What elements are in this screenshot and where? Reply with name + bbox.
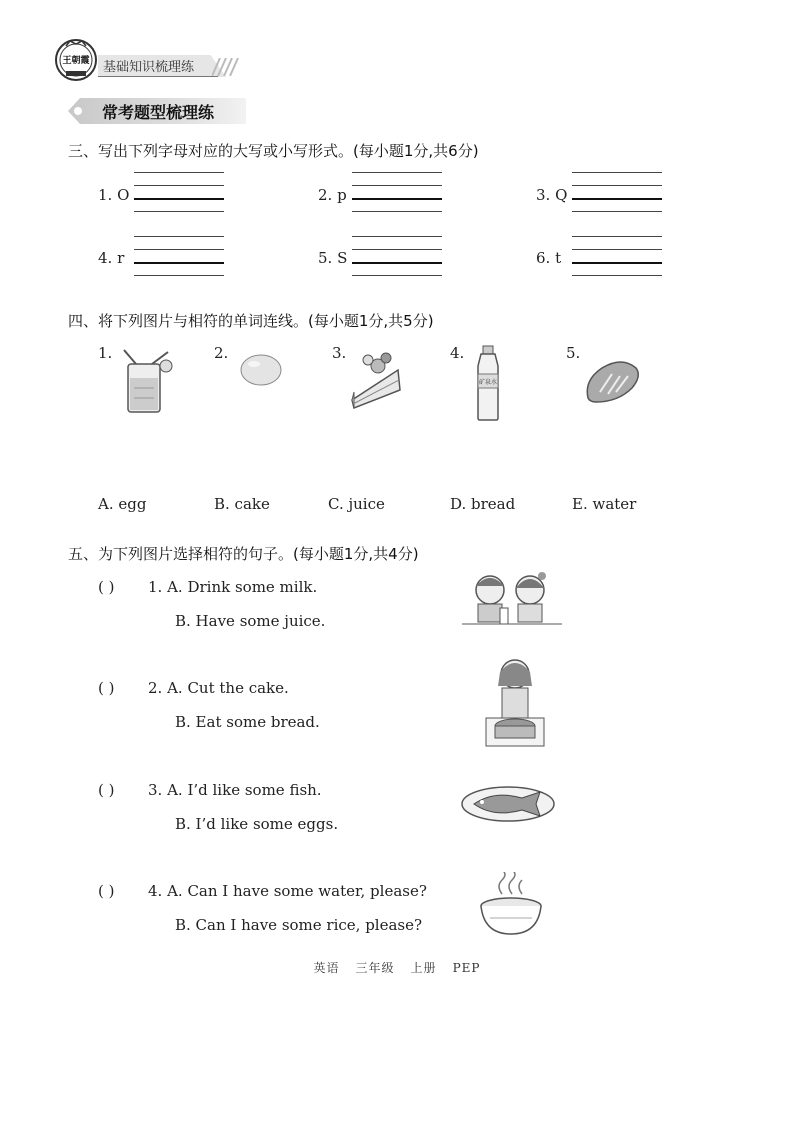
writing-lines[interactable] <box>572 172 662 212</box>
q3-item-label: 3. Q <box>536 186 568 204</box>
footer-grade: 三年级 <box>355 961 395 975</box>
q3-item-label: 1. O <box>98 186 130 204</box>
option-a: 4. A. Can I have some water, please? <box>148 882 427 900</box>
writing-lines[interactable] <box>134 172 224 212</box>
picture-number: 1. <box>98 344 113 362</box>
section-tag-dot <box>74 107 82 115</box>
q3-item-label: 6. t <box>536 249 562 267</box>
q3-item-label: 4. r <box>98 249 125 267</box>
q3-item-label: 5. S <box>318 249 348 267</box>
egg-icon <box>238 352 284 388</box>
option-a: 1. A. Drink some milk. <box>148 578 318 596</box>
footer-edition: PEP <box>452 961 481 975</box>
page-footer <box>0 959 794 976</box>
rice-bowl-icon <box>476 872 546 942</box>
word-option[interactable]: B. cake <box>214 495 270 513</box>
juice-glass-icon <box>116 348 176 416</box>
option-a: 3. A. I’d like some fish. <box>148 781 322 799</box>
bottle-label: 矿泉水 <box>478 379 498 386</box>
publisher-logo-text: 王朝霞 <box>62 56 90 66</box>
section-title: 常考题型梳理练 <box>102 103 215 122</box>
picture-number: 3. <box>332 344 347 362</box>
cake-slice-icon <box>348 348 404 410</box>
writing-lines[interactable] <box>572 236 662 276</box>
answer-bracket[interactable]: ( ) <box>98 578 115 596</box>
q3-heading: 三、写出下列字母对应的大写或小写形式。(每小题1分,共6分) <box>68 142 479 160</box>
q5-heading: 五、为下列图片选择相符的句子。(每小题1分,共4分) <box>68 545 419 563</box>
q3-item-label: 2. p <box>318 186 347 204</box>
answer-bracket[interactable]: ( ) <box>98 679 115 697</box>
bread-icon <box>582 358 642 406</box>
footer-subject: 英语 <box>313 961 340 975</box>
q4-heading: 四、将下列图片与相符的单词连线。(每小题1分,共5分) <box>68 312 434 330</box>
word-option[interactable]: A. egg <box>98 495 147 513</box>
picture-number: 4. <box>450 344 465 362</box>
writing-lines[interactable] <box>134 236 224 276</box>
writing-lines[interactable] <box>352 172 442 212</box>
option-b: B. I’d like some eggs. <box>175 815 339 833</box>
water-bottle-icon <box>468 344 508 422</box>
children-drinking-icon <box>462 570 562 630</box>
option-a: 2. A. Cut the cake. <box>148 679 289 697</box>
picture-number: 2. <box>214 344 229 362</box>
fish-plate-icon <box>460 784 556 824</box>
option-b: B. Have some juice. <box>175 612 326 630</box>
picture-number: 5. <box>566 344 581 362</box>
header-rule <box>98 76 218 77</box>
header-title: 基础知识梳理练 <box>103 60 195 75</box>
option-b: B. Eat some bread. <box>175 713 320 731</box>
word-option[interactable]: C. juice <box>328 495 385 513</box>
answer-bracket[interactable]: ( ) <box>98 781 115 799</box>
word-option[interactable]: E. water <box>572 495 637 513</box>
header-stripes <box>212 58 242 76</box>
writing-lines[interactable] <box>352 236 442 276</box>
word-option[interactable]: D. bread <box>450 495 516 513</box>
girl-with-cake-icon <box>480 656 550 752</box>
option-b: B. Can I have some rice, please? <box>175 916 423 934</box>
footer-volume: 上册 <box>410 961 437 975</box>
answer-bracket[interactable]: ( ) <box>98 882 115 900</box>
